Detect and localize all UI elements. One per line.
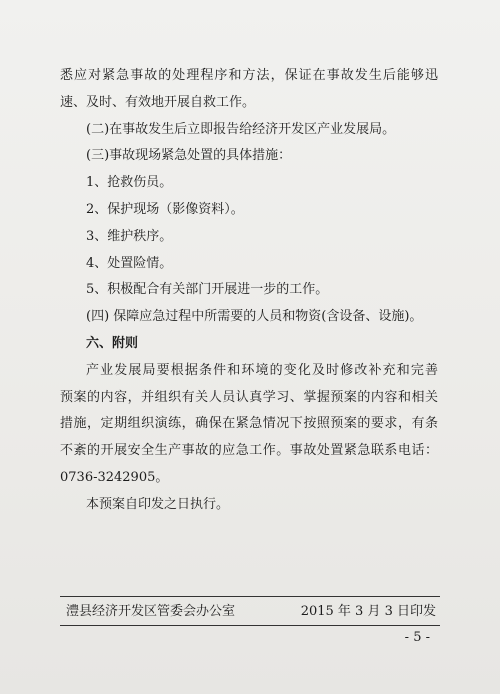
issue-date: 2015 年 3 月 3 日印发 [300,604,436,619]
body-line: 不紊的开展安全生产事故的应急工作。事故处置紧急联系电话： [60,443,438,459]
list-item: 4、处置险情。 [86,255,173,271]
contact-phone: 0736-3242905。 [60,469,169,485]
body-line: 悉应对紧急事故的处理程序和方法，保证在事故发生后能够迅 [60,68,438,83]
body-line: (四) 保障应急过程中所需要的人员和物资(含设备、设施)。 [86,309,423,325]
list-item: 2、保护现场（影像资料）。 [86,201,244,217]
list-item: 1、抢救伤员。 [86,175,173,191]
body-line: 预案的内容，并组织有关人员认真学习、掌握预案的内容和相关 [60,389,438,405]
footer-top-rule [60,596,440,597]
section-heading: 六、附则 [86,335,139,351]
list-item: 3、维护秩序。 [86,228,173,244]
document-body [60,63,438,519]
body-line: (二)在事故发生后立即报告给经济开发区产业发展局。 [86,121,396,137]
page-number: - 5 - [404,630,430,645]
footer-bottom-rule [60,625,440,626]
body-line: 产业发展局要根据条件和环境的变化及时修改补充和完善 [86,362,438,378]
body-line: (三)事故现场紧急处置的具体措施： [86,148,292,164]
body-line: 速、及时、有效地开展自救工作。 [60,94,256,110]
issuer: 澧县经济开发区管委会办公室 [66,604,236,619]
list-item: 5、积极配合有关部门开展进一步的工作。 [86,282,329,298]
body-line: 措施，定期组织演练，确保在紧急情况下按照预案的要求，有条 [60,416,438,432]
body-line: 本预案自印发之日执行。 [86,496,230,512]
